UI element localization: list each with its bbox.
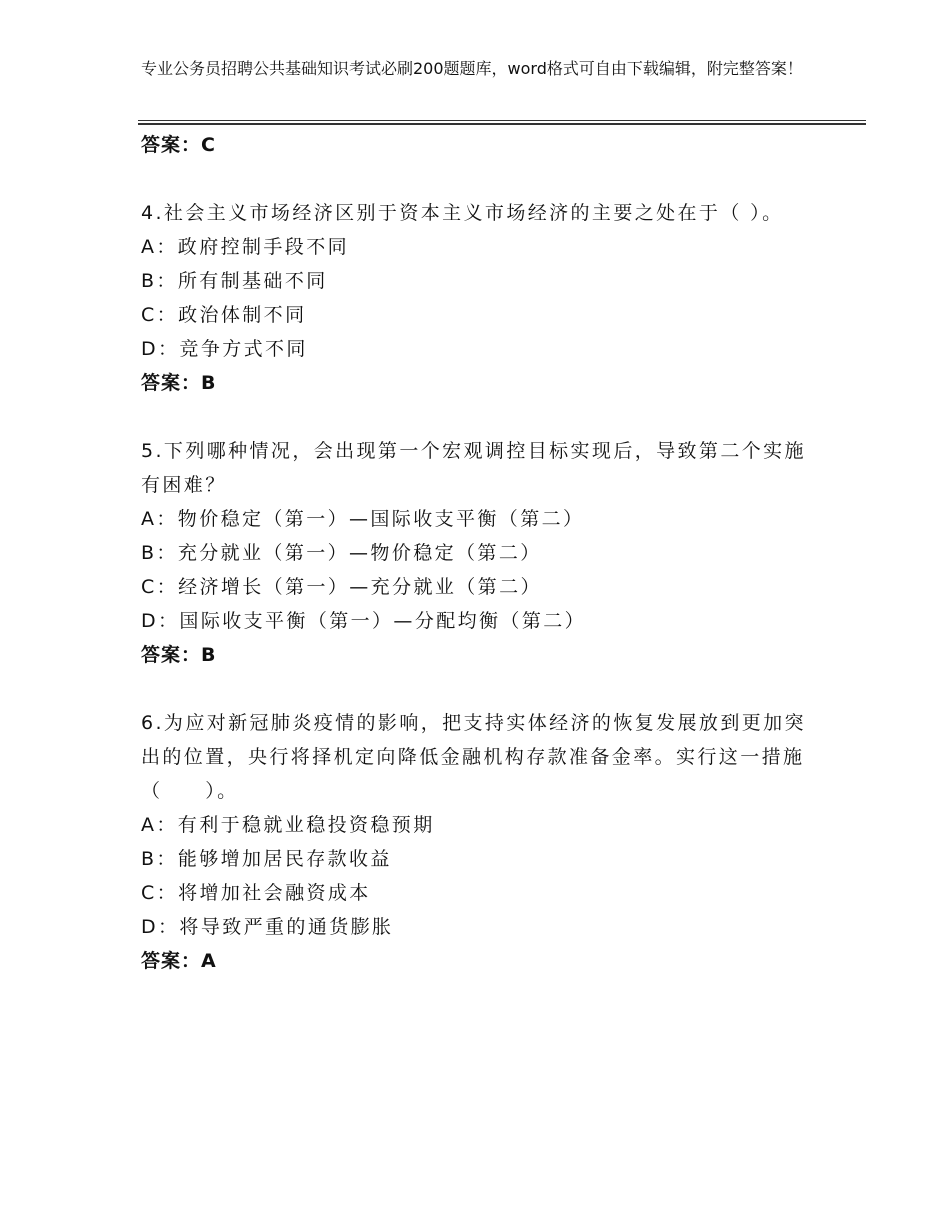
option-b: B：能够增加居民存款收益 <box>141 848 392 870</box>
question-stem: 5.下列哪种情况，会出现第一个宏观调控目标实现后，导致第二个实施有困难？ <box>141 440 806 496</box>
option-b: B：充分就业（第一）—物价稳定（第二） <box>141 542 542 564</box>
option-d: D：竞争方式不同 <box>141 338 308 360</box>
question-4 <box>141 196 811 400</box>
option-a: A：政府控制手段不同 <box>141 236 349 258</box>
question-5 <box>141 434 811 672</box>
question-6 <box>141 706 811 978</box>
option-d: D：国际收支平衡（第一）—分配均衡（第二） <box>141 610 587 632</box>
answer: 答案：B <box>141 372 217 394</box>
option-a: A：有利于稳就业稳投资稳预期 <box>141 814 435 836</box>
option-d: D：将导致严重的通货膨胀 <box>141 916 394 938</box>
answer: 答案：B <box>141 644 217 666</box>
option-c: C：经济增长（第一）—充分就业（第二） <box>141 576 542 598</box>
answer: 答案：A <box>141 950 217 972</box>
header-divider <box>138 120 866 125</box>
page-header: 专业公务员招聘公共基础知识考试必刷200题题库，word格式可自由下载编辑，附完整答案！ <box>141 59 803 78</box>
option-c: C：将增加社会融资成本 <box>141 882 371 904</box>
answer-prev: 答案：C <box>141 134 216 156</box>
option-c: C：政治体制不同 <box>141 304 307 326</box>
question-list <box>141 128 811 978</box>
option-b: B：所有制基础不同 <box>141 270 328 292</box>
question-stem: 6.为应对新冠肺炎疫情的影响，把支持实体经济的恢复发展放到更加突出的位置，央行将择机定向降低金融机构存款准备金率。实行这一措施（ ）。 <box>141 712 806 802</box>
option-a: A：物价稳定（第一）—国际收支平衡（第二） <box>141 508 585 530</box>
question-stem: 4.社会主义市场经济区别于资本主义市场经济的主要之处在于（ ）。 <box>141 202 784 224</box>
